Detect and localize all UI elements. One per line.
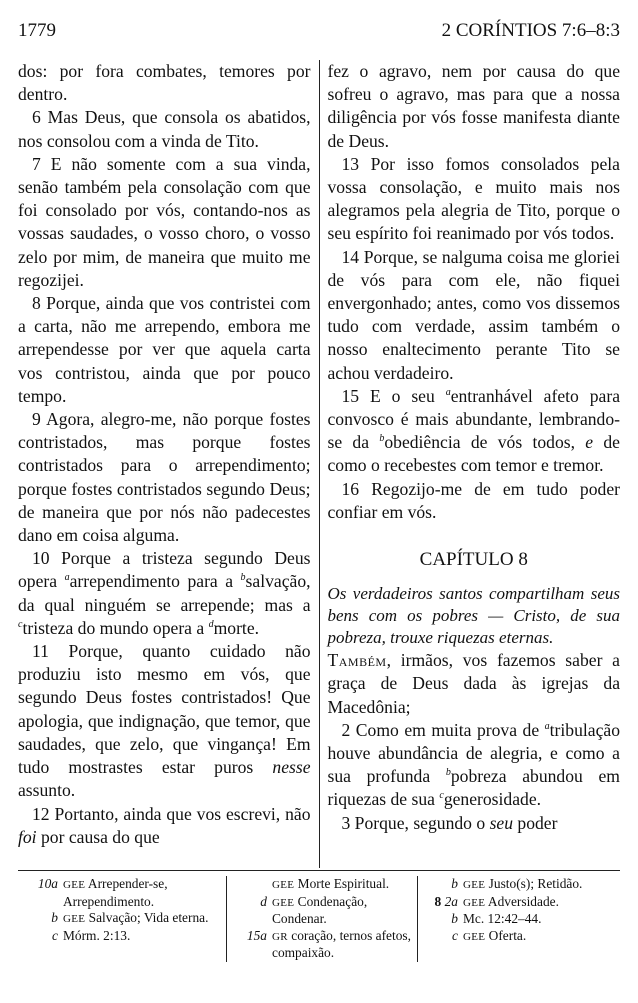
footnote	[233, 928, 411, 962]
verse-text: de como o recebestes com temor e tremor.	[327, 432, 620, 476]
verse-text: , irmãos, vos fazemos saber a graça de Deus dada às igrejas da Macedônia;	[327, 650, 620, 717]
footnote-tag: GEE	[63, 913, 86, 926]
footnote-text[interactable]: Mc. 12:42–44.	[463, 911, 542, 927]
footnote-ref: b	[51, 910, 58, 926]
verse-text: 14 Porque, se nalguma coisa me gloriei de vós para com ele, não fiquei envergonhado; antes, como vos dissemos tudo com verdade, assim também o nosso enaltecimento perante Tito se achou verdadeiro.	[327, 246, 620, 383]
footnote-column	[418, 876, 620, 962]
footnote-ref: c	[52, 927, 58, 943]
footnote	[233, 894, 411, 928]
footnote-tag: GEE	[272, 896, 295, 909]
verse-10	[18, 547, 311, 640]
verse-text: 2 Como em muita prova de	[341, 719, 545, 740]
italic-word: seu	[489, 812, 514, 833]
verse-11	[18, 640, 311, 802]
footnote-ref: 10a	[37, 876, 58, 891]
running-title: 2 CORÍNTIOS 7:6–8:3	[441, 20, 620, 41]
verse-text: 6 Mas Deus, que consola os abatidos, nos consolou com a vinda de Tito.	[18, 107, 311, 151]
verse-12	[18, 803, 311, 849]
italic-word: e	[585, 432, 594, 453]
footnote-tag: GEE	[463, 930, 486, 943]
footnote-text[interactable]: Justo(s); Retidão.	[488, 876, 583, 891]
footnote	[24, 928, 220, 945]
verse-text: generosidade.	[443, 789, 542, 810]
footnote-marker[interactable]: c	[18, 619, 23, 631]
verse-text: morte.	[213, 617, 260, 638]
footnote-marker[interactable]: a	[445, 386, 451, 398]
verse-text: 3 Porque, segundo o	[341, 812, 490, 833]
verse-text: 15 E o seu	[341, 385, 446, 406]
verse-text: 9 Agora, alegro-me, não porque fostes contristados, mas porque fostes contristados para o arrependimento; porque fostes contristados segundo Deus; de maneira que por nós não padecestes dano em coisa alguma.	[18, 409, 311, 546]
verse-1	[327, 649, 620, 719]
footnote-text[interactable]: Salvação; Vida eterna.	[88, 910, 209, 926]
footnote	[233, 876, 411, 894]
footnote-tag: GEE	[463, 879, 486, 891]
verse-text: tribulação houve abundância de alegria, e como a sua profunda	[327, 719, 620, 787]
footnote	[424, 911, 614, 928]
left-column	[18, 60, 319, 868]
verse-text: entranhável afeto para convosco é mais abundante, lembrando-se da	[327, 385, 620, 453]
footnote-text[interactable]: Morte Espiritual.	[297, 876, 390, 891]
footnote-text[interactable]: Mórm. 2:13.	[63, 927, 131, 943]
footnote-column	[18, 876, 227, 962]
verse-text: salvação, da qual ninguém se arrepende; mas a	[18, 571, 311, 615]
verse-text: 11 Porque, quanto cuidado não produziu isto mesmo em vós, que segundo Deus fostes contristados! Que apologia, que indignação, que temor, que saudades, que zelo, que vingança! Em tudo mostrastes estar puros	[18, 641, 311, 778]
verse-text: assunto.	[18, 780, 76, 801]
footnote-ref: 15a	[246, 927, 267, 943]
footnote	[424, 894, 614, 912]
footnote-marker[interactable]: b	[445, 767, 451, 779]
verse-text: tristeza do mundo opera a	[22, 617, 209, 638]
footnote-text[interactable]: Condenação, Condenar.	[272, 893, 368, 927]
footnote-text[interactable]: Adversidade.	[487, 893, 559, 909]
footnote-ref: b	[451, 911, 458, 927]
footnote	[424, 876, 614, 894]
footnote-chapter: 8	[434, 893, 442, 909]
footnote-marker[interactable]: a	[64, 572, 70, 584]
right-column	[319, 60, 620, 868]
footnote-column	[227, 876, 418, 962]
footnote-tag: GEE	[63, 879, 86, 891]
italic-word: nesse	[272, 757, 311, 778]
text-columns	[18, 60, 620, 868]
verse-2	[327, 719, 620, 812]
verse-text: 13 Por isso fomos consolados pela vossa consolação, e muito mais nos alegramos pela alegria de Tito, porque o seu espírito foi reanimado por vós todos.	[327, 153, 620, 244]
verse-text: por causa do que	[36, 826, 160, 847]
footnote-rule	[18, 870, 620, 871]
verse-text: dos: por fora combates, temores por dentro.	[18, 61, 311, 105]
chapter-summary: Os verdadeiros santos compartilham seus bens com os pobres — Cristo, de sua pobreza, trouxe riquezas eternas.	[327, 584, 620, 648]
footnote-ref: c	[452, 927, 458, 943]
verse-text: 10 Porque a tristeza segundo Deus opera	[18, 548, 311, 592]
footnote-marker[interactable]: d	[208, 619, 214, 631]
verse-text: pobreza abundou em riquezas de sua	[327, 766, 620, 810]
footnote-marker[interactable]: b	[379, 433, 385, 445]
footnote-text[interactable]: Arrepender-se, Arrependimento.	[63, 876, 168, 909]
italic-word: foi	[18, 826, 37, 847]
verse-15	[327, 385, 620, 478]
footnote	[24, 876, 220, 910]
verse-3	[327, 812, 620, 835]
footnotes	[18, 876, 620, 962]
footnote-text[interactable]: Oferta.	[488, 927, 527, 943]
footnote-text[interactable]: coração, ternos afetos, compaixão.	[272, 927, 411, 961]
footnote-tag: GEE	[272, 879, 295, 891]
footnote-ref: 2a	[444, 893, 458, 909]
chapter-heading: CAPÍTULO 8	[419, 549, 528, 571]
verse-text: arrependimento para a	[69, 571, 241, 592]
footnote-tag: GEE	[463, 896, 486, 909]
footnote-tag: GR	[272, 930, 288, 943]
footnote-ref: d	[260, 893, 267, 909]
verse-lead-word: Também	[327, 650, 387, 671]
footnote	[424, 928, 614, 946]
verse-text: 12 Portanto, ainda que vos escrevi, não	[32, 803, 311, 824]
footnote-marker[interactable]: a	[544, 721, 550, 733]
verse-text: 8 Porque, ainda que vos contristei com a carta, não me arrependo, embora me arrependesse por ver que aquela carta vos contristou, ainda que por pouco tempo.	[18, 293, 311, 406]
footnote-ref: b	[451, 876, 458, 891]
footnote-marker[interactable]: c	[439, 790, 444, 802]
footnote	[24, 910, 220, 928]
verse-text: poder	[513, 812, 558, 833]
verse-text: fez o agravo, nem por causa do que sofreu o agravo, mas para que a nossa diligência por vós fosse manifesta diante de Deus.	[327, 61, 620, 151]
page-header	[18, 20, 620, 50]
verse-16: 16 Regozijo-me de em tudo poder confiar em vós.	[327, 478, 620, 522]
footnote-marker[interactable]: b	[240, 572, 246, 584]
verse-text: 7 E não somente com a sua vinda, senão também pela consolação com que foi consolado por vós, contando-nos as vossas saudades, o vosso choro, o vosso zelo por mim, de maneira que muito me regozijei.	[18, 153, 311, 290]
page-number: 1779	[18, 20, 56, 41]
verse-text: obediência de vós todos,	[384, 432, 586, 453]
